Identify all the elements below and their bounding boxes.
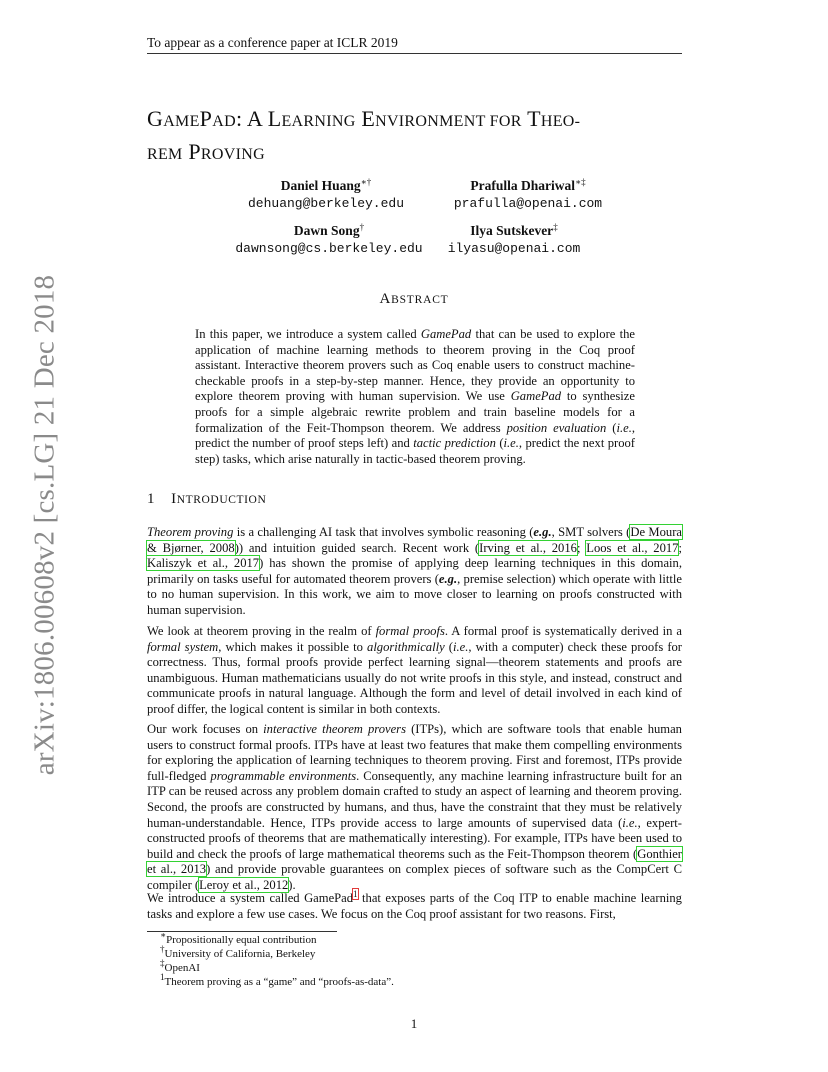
author-name: Ilya Sutskever <box>470 223 554 238</box>
affiliation-mark: ∗‡ <box>575 177 586 187</box>
abstract-heading: ABSTRACT <box>379 291 449 307</box>
paragraph: Theorem proving is a challenging AI task that involves symbolic reasoning (e.g., SMT solvers (De Moura & Bjørner, 2008)) and intuition guided search. Recent work (Irving et al., 2016; Loos et al., 2017; Kaliszyk et al., 2017) has shown the promise of applying deep learning techniques in this domain, primarily on tasks useful for automated theorem provers (e.g., premise selection) which operate with little to no human supervision. In this work, we aim to move closer to learning on proofs constructed with human supervision. <box>147 525 682 617</box>
author-block <box>224 222 434 258</box>
header-rule <box>147 53 682 54</box>
citation-link[interactable]: Leroy et al., 2012 <box>199 877 289 892</box>
affiliation-mark: ‡ <box>553 222 558 232</box>
footnote-ref-link[interactable]: 1 <box>353 889 358 899</box>
author-name: Dawn Song <box>293 223 360 238</box>
paragraph: We look at theorem proving in the realm of formal proofs. A formal proof is systematically derived in a formal system, which makes it possible to algorithmically (i.e., with a computer) check these proofs for correctness. Thus, formal proofs provide perfect learning signal—theorem statements and proofs are unambiguous. Human mathematicians usually do not write proofs in this style, and instead, construct and communicate proofs in natural language. Although the form and level of detail involved in each kind of proof differ, the logical content is similar in both contexts. <box>147 624 683 716</box>
footnote: ‡OpenAI <box>160 958 200 974</box>
footnotes <box>160 930 394 989</box>
arxiv-stamp: arXiv:1806.00608v2 [cs.LG] 21 Dec 2018 <box>28 274 61 776</box>
paragraph: We introduce a system called GamePad$^1$ that exposes parts of the Coq ITP to enable machine learning tasks and explore a few use cases. We focus on the Coq proof assistant for two reasons. First, <box>147 889 682 921</box>
author-email[interactable]: ilyasu@openai.com <box>447 241 581 256</box>
section-heading: 1 INTRODUCTION <box>147 491 267 507</box>
title-line-1: GAMEPAD: A LEARNING ENVIRONMENT FOR THEO- <box>147 106 581 131</box>
abstract-text: In this paper, we introduce a system called GamePad that can be used to explore the application of machine learning methods to theorem proving in the Coq proof assistant. Interactive theorem provers such as Coq enable users to construct machine-checkable proofs in a step-by-step manner. Hence, they provide an opportunity to explore theorem proving with human supervision. We use GamePad to synthesize proofs for a simple algebraic rewrite problem and train baseline models for a formalization of the Feit-Thompson theorem. We address position evaluation (i.e., predict the number of proof steps left) and tactic prediction (i.e., predict the next proof step) tasks, which arise naturally in tactic-based theorem proving. <box>195 327 636 466</box>
citation-link[interactable]: Gonthier et al., 2013 <box>147 846 682 877</box>
citation-link[interactable]: Irving et al., 2016 <box>479 540 577 555</box>
author-email[interactable]: dehuang@berkeley.edu <box>247 196 405 211</box>
page-number: 1 <box>410 1016 418 1031</box>
title-line-2: REM PROVING <box>147 139 265 164</box>
citation-link[interactable]: Kaliszyk et al., 2017 <box>147 556 260 571</box>
footnote-rule <box>147 931 337 932</box>
citation-link[interactable]: De Moura & Bjørner, 2008 <box>147 525 682 555</box>
author-block <box>234 177 418 213</box>
citation-link[interactable]: Loos et al., 2017 <box>586 540 679 555</box>
paragraph: Our work focuses on interactive theorem provers (ITPs), which are software tools that enable human users to construct formal proofs. ITPs have at least two features that make them compelling environments for exploring the application of learning techniques to theorem proving. First and foremost, ITPs provide full-fledged programmable environments. Consequently, any machine learning infrastructure built for an ITP can be reused across any problem domain crafted to study an aspect of learning and theorem proving. Second, the proofs are constructed by humans, and thus, have the constraint that they must be relatively human-understandable. Hence, ITPs provide access to large amounts of supervised data (i.e., expert-constructed proofs of theorems that are mathematically interesting). For example, ITPs have been used to build and check the proofs of large mathematical theorems such as the Feit-Thompson theorem (Gonthier et al., 2013) and provide provable guarantees on complex pieces of software such as the CompCert C compiler (Leroy et al., 2012). <box>147 722 683 892</box>
affiliation-mark: † <box>359 222 365 232</box>
running-header: To appear as a conference paper at ICLR 2019 <box>147 35 398 50</box>
footnote: ∗Propositionally equal contribution <box>160 930 317 946</box>
footnote: $^1$Theorem proving as a “game” and “proofs-as-data”. <box>160 972 394 988</box>
author-name: Daniel Huang <box>280 178 361 193</box>
author-name: Prafulla Dhariwal <box>470 178 575 193</box>
footnote: †University of California, Berkeley <box>160 944 316 960</box>
author-block <box>430 177 626 213</box>
author-block <box>436 222 592 258</box>
author-email[interactable]: dawnsong@cs.berkeley.edu <box>235 241 423 256</box>
author-email[interactable]: prafulla@openai.com <box>453 196 603 211</box>
affiliation-mark: ∗† <box>360 177 372 187</box>
paper-title <box>147 104 707 170</box>
